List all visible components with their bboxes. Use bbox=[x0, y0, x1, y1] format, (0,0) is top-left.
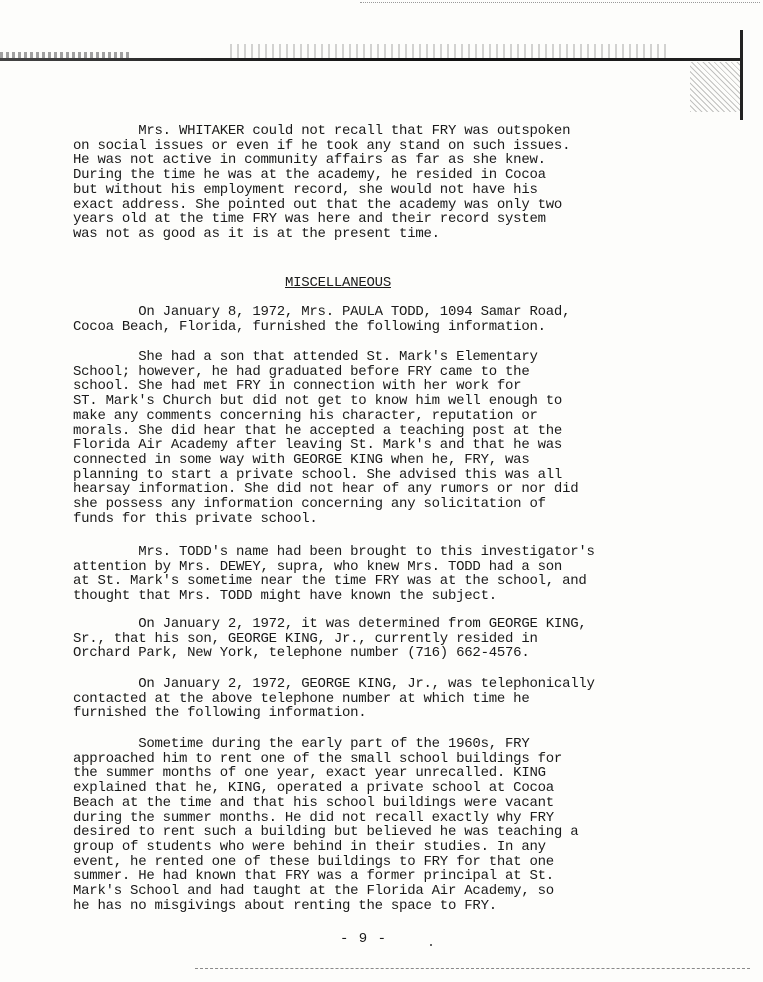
section-heading: MISCELLANEOUS bbox=[285, 275, 391, 291]
footer-dashed-rule bbox=[195, 968, 750, 969]
header-rule bbox=[0, 58, 742, 61]
paragraph-king-residence: On January 2, 1972, it was determined from GEORGE KING, Sr., that his son, GEORGE KING, Jr., currently resided in Orchard Park, New York, telephone number (716) 662-4576. bbox=[73, 616, 587, 662]
paragraph-todd-intro: On January 8, 1972, Mrs. PAULA TODD, 1094 Samar Road, Cocoa Beach, Florida, furnished the following information. bbox=[73, 304, 571, 335]
paragraph-king-statement: Sometime during the early part of the 1960s, FRY approached him to rent one of the small school buildings for the summer months of one year, exact year unrecalled. KING explained that he, KING, operated a private school at Cocoa Beach at the time and that his school buildings were vacant during the summer months. He did not recall exactly why FRY desired to rent such a building but believed he was teaching a group of students who were behind in their studies. In any event, he rented one of these buildings to FRY for that one summer. He had known that FRY was a former principal at St. Mark's School and had taught at the Florida Air Academy, so he has no misgivings about renting the space to FRY. bbox=[73, 736, 579, 914]
page-number: - 9 - bbox=[340, 931, 388, 947]
scan-right-edge bbox=[740, 30, 743, 120]
paragraph-todd-referral: Mrs. TODD's name had been brought to this investigator's attention by Mrs. DEWEY, supra, who knew Mrs. TODD had a son at St. Mark's sometime near the time FRY was at the school, and thought that Mrs. TODD might have known the subject. bbox=[73, 544, 595, 605]
paragraph-todd-statement: She had a son that attended St. Mark's Elementary School; however, he had graduated before FRY came to the school. She had met FRY in connection with her work for ST. Mark's Church but did not get to know him well enough to make any comments concerning his character, reputation or morals. She did hear that he accepted a teaching post at the Florida Air Academy after leaving St. Mark's and that he was connected in some way with GEORGE KING when he, FRY, was planning to start a private school. She advised this was all hearsay information. She did not hear of any rumors or nor did she possess any information concerning any solicitation of funds for this private school. bbox=[73, 349, 579, 527]
scan-dotted-edge bbox=[360, 2, 760, 3]
scan-dot bbox=[430, 944, 432, 946]
scan-noise bbox=[230, 44, 670, 58]
paragraph-king-contact: On January 2, 1972, GEORGE KING, Jr., was telephonically contacted at the above telephone number at which time he furnished the following information. bbox=[73, 676, 595, 722]
scan-corner-noise bbox=[690, 62, 740, 112]
paragraph-whitaker: Mrs. WHITAKER could not recall that FRY was outspoken on social issues or even if he took any stand on such issues. He was not active in community affairs as far as she knew. During the time he was at the academy, he resided in Cocoa but without his employment record, she would not have his exact address. She pointed out that the academy was only two years old at the time FRY was here and their record system was not as good as it is at the present time. bbox=[73, 123, 571, 242]
